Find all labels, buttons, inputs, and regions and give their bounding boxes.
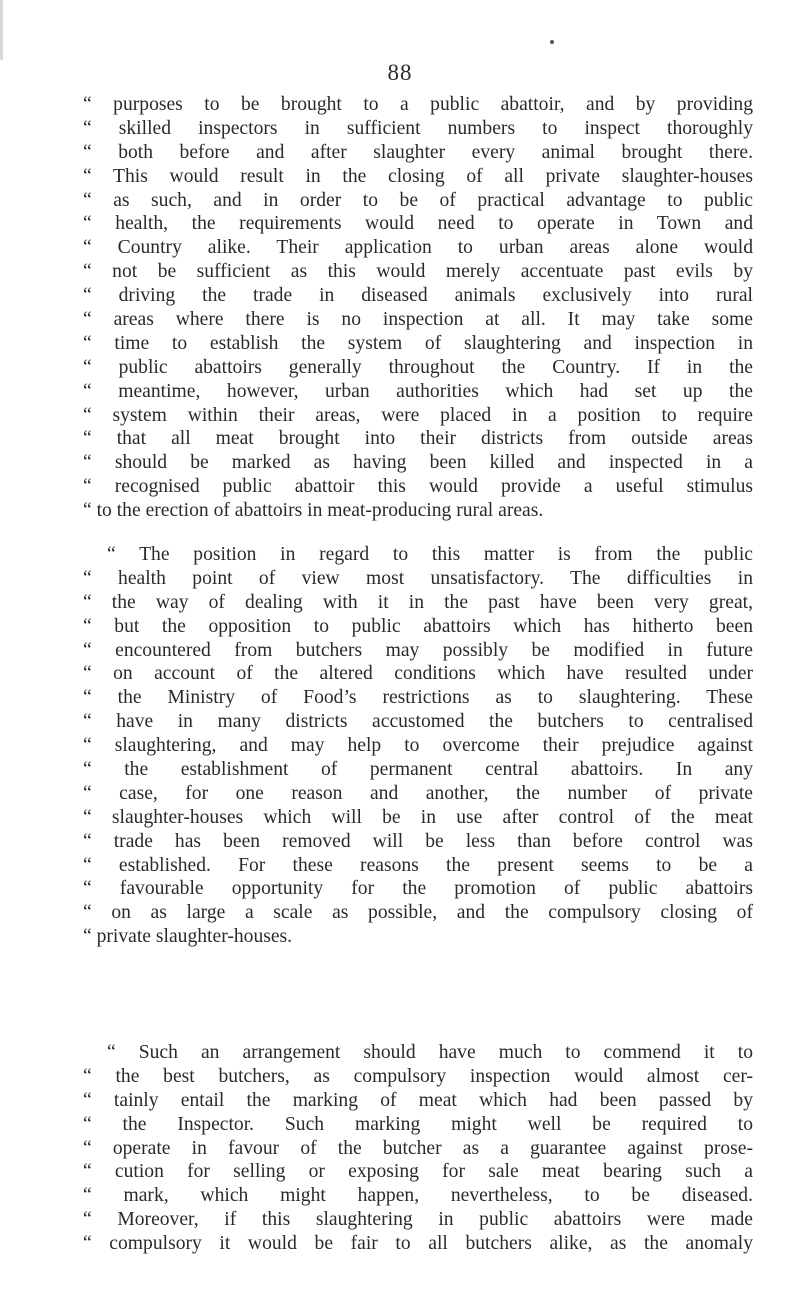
text-line: “ mark, which might happen, nevertheless, to be diseased. xyxy=(83,1185,753,1207)
text-line: “ trade has been removed will be less than before control was xyxy=(83,830,753,852)
paragraph-3 xyxy=(83,1041,753,1256)
text-line: “ operate in favour of the butcher as a guarantee against prose- xyxy=(83,1137,753,1159)
paragraph-2 xyxy=(83,543,753,949)
speck-mark xyxy=(550,40,554,44)
text-line: “ Such an arrangement should have much to commend it to xyxy=(107,1042,753,1063)
text-line: “ time to establish the system of slaughtering and inspection in xyxy=(83,332,753,354)
text-line: “ on as large a scale as possible, and the compulsory closing of xyxy=(83,902,753,924)
text-line: “ slaughtering, and may help to overcome their prejudice against xyxy=(83,735,753,757)
page-edge-mark xyxy=(0,0,3,60)
text-line: “ as such, and in order to be of practical advantage to public xyxy=(83,189,753,211)
text-line: “ This would result in the closing of all private slaughter-houses xyxy=(83,165,753,187)
text-line: “ that all meat brought into their districts from outside areas xyxy=(83,428,753,450)
text-line: “ health point of view most unsatisfactory. The difficulties in xyxy=(83,567,753,589)
text-line: “ to the erection of abattoirs in meat-producing rural areas. xyxy=(83,500,544,522)
text-line: “ skilled inspectors in sufficient numbers to inspect thoroughly xyxy=(83,117,753,139)
text-line: “ recognised public abattoir this would provide a useful stimulus xyxy=(83,476,753,498)
text-line: “ cution for selling or exposing for sale meat bearing such a xyxy=(83,1161,753,1183)
text-line: “ but the opposition to public abattoirs which has hitherto been xyxy=(83,615,753,637)
text-line: “ meantime, however, urban authorities which had set up the xyxy=(83,380,753,402)
text-line: “ favourable opportunity for the promotion of public abattoirs xyxy=(83,878,753,900)
text-line: “ established. For these reasons the present seems to be a xyxy=(83,854,753,876)
text-line: “ case, for one reason and another, the number of private xyxy=(83,782,753,804)
text-line: “ Moreover, if this slaughtering in public abattoirs were made xyxy=(83,1209,753,1231)
text-line: “ should be marked as having been killed and inspected in a xyxy=(83,452,753,474)
text-line: “ compulsory it would be fair to all butchers alike, as the anomaly xyxy=(83,1233,753,1255)
text-line: “ public abattoirs generally throughout the Country. If in the xyxy=(83,356,753,378)
text-line: “ private slaughter-houses. xyxy=(83,926,293,948)
text-line: “ The position in regard to this matter is from the public xyxy=(107,544,753,565)
text-line: “ slaughter-houses which will be in use after control of the meat xyxy=(83,806,753,828)
text-line: “ have in many districts accustomed the butchers to centralised xyxy=(83,711,753,733)
text-line: “ the way of dealing with it in the past have been very great, xyxy=(83,591,753,613)
text-line: “ Country alike. Their application to urban areas alone would xyxy=(83,237,753,259)
text-line: “ not be sufficient as this would merely accentuate past evils by xyxy=(83,261,753,283)
text-line: “ the establishment of permanent central abattoirs. In any xyxy=(83,759,753,781)
text-line: “ health, the requirements would need to operate in Town and xyxy=(83,213,753,235)
text-line: “ encountered from butchers may possibly be modified in future xyxy=(83,639,753,661)
text-line: “ purposes to be brought to a public abattoir, and by providing xyxy=(83,94,753,115)
text-line: “ driving the trade in diseased animals exclusively into rural xyxy=(83,285,753,307)
page-number: 88 xyxy=(387,60,413,85)
paragraph-1 xyxy=(83,93,753,523)
text-line: “ tainly entail the marking of meat which had been passed by xyxy=(83,1089,753,1111)
text-line: “ the Ministry of Food’s restrictions as to slaughtering. These xyxy=(83,687,753,709)
text-line: “ both before and after slaughter every animal brought there. xyxy=(83,141,753,163)
text-line: “ the Inspector. Such marking might well be required to xyxy=(83,1113,753,1135)
text-line: “ system within their areas, were placed in a position to require xyxy=(83,404,753,426)
text-line: “ on account of the altered conditions which have resulted under xyxy=(83,663,753,685)
text-line: “ the best butchers, as compulsory inspection would almost cer- xyxy=(83,1065,753,1087)
text-line: “ areas where there is no inspection at all. It may take some xyxy=(83,309,753,331)
